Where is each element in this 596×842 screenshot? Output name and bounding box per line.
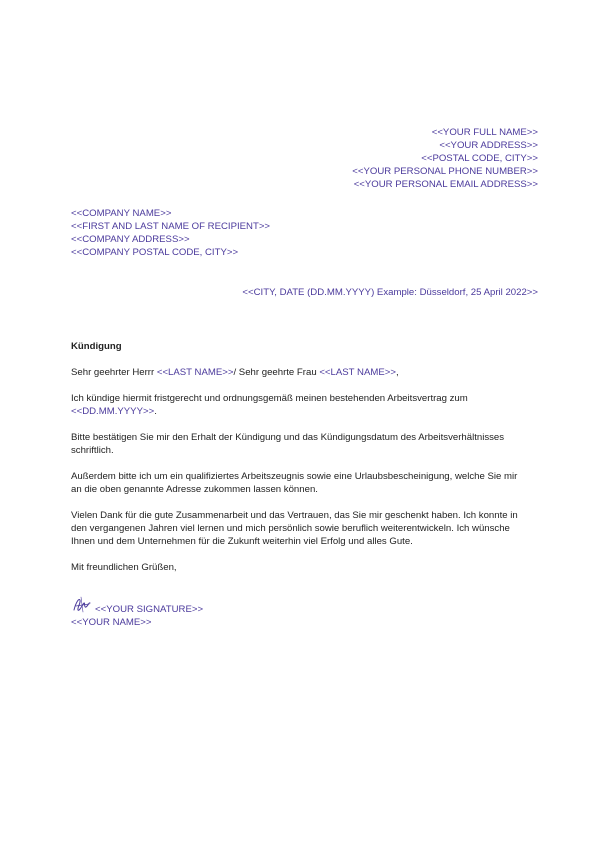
sender-email: <<YOUR PERSONAL EMAIL ADDRESS>> xyxy=(353,179,538,190)
subject-line: Kündigung xyxy=(71,341,122,352)
paragraph-thanks xyxy=(71,509,541,548)
sender-block xyxy=(352,126,538,191)
signer-name: <<YOUR NAME>> xyxy=(71,617,152,628)
date-line xyxy=(242,286,538,299)
paragraph-line: den vergangenen Jahren viel lernen und mich persönlich sowie beruflich weiterentwickeln. Ich wünsche xyxy=(71,523,510,534)
paragraph-line: schriftlich. xyxy=(71,445,114,456)
date-placeholder: <<CITY, DATE (DD.MM.YYYY) Example: Düsseldorf, 25 April 2022>> xyxy=(242,287,538,298)
termination-date-placeholder: <<DD.MM.YYYY>> xyxy=(71,406,155,417)
salutation-text-2: / Sehr geehrte Frau xyxy=(233,367,320,378)
recipient-address: <<COMPANY ADDRESS>> xyxy=(71,234,190,245)
salutation-lastname-2: <<LAST NAME>> xyxy=(319,367,396,378)
recipient-block xyxy=(71,207,270,259)
signature-icon xyxy=(71,594,93,616)
letter-body xyxy=(71,340,541,587)
salutation-lastname-1: <<LAST NAME>> xyxy=(156,367,234,378)
salutation-text-3: , xyxy=(395,367,399,378)
recipient-name: <<FIRST AND LAST NAME OF RECIPIENT>> xyxy=(71,221,271,232)
paragraph-line: Bitte bestätigen Sie mir den Erhalt der Kündigung und das Kündigungsdatum des Arbeitsverhältnisses xyxy=(71,432,505,443)
paragraph-confirmation xyxy=(71,431,541,457)
salutation xyxy=(71,366,541,379)
paragraph-line: Vielen Dank für die gute Zusammenarbeit und das Vertrauen, das Sie mir geschenkt haben. Ich konnte in xyxy=(71,510,518,521)
recipient-postal-city: <<COMPANY POSTAL CODE, CITY>> xyxy=(71,247,239,258)
sender-postal-city: <<POSTAL CODE, CITY>> xyxy=(421,153,538,164)
paragraph-period: . xyxy=(154,406,157,417)
paragraph-line: Ich kündige hiermit fristgerecht und ordnungsgemäß meinen bestehenden Arbeitsvertrag zum xyxy=(71,393,468,404)
paragraph-reference xyxy=(71,470,541,496)
paragraph-line: Ihnen und dem Unternehmen für die Zukunft weiterhin viel Erfolg und alles Gute. xyxy=(71,536,413,547)
closing: Mit freundlichen Grüßen, xyxy=(71,562,177,573)
paragraph-line: Außerdem bitte ich um ein qualifiziertes Arbeitszeugnis sowie eine Urlaubsbescheinigung, welche Sie mir xyxy=(71,471,518,482)
signature-block xyxy=(71,592,203,629)
sender-address: <<YOUR ADDRESS>> xyxy=(439,140,538,151)
paragraph-line: an die oben genannte Adresse zukommen lassen können. xyxy=(71,484,318,495)
sender-full-name: <<YOUR FULL NAME>> xyxy=(431,127,538,138)
paragraph-termination xyxy=(71,392,541,418)
sender-phone: <<YOUR PERSONAL PHONE NUMBER>> xyxy=(352,166,538,177)
signature-placeholder: <<YOUR SIGNATURE>> xyxy=(95,604,204,615)
recipient-company: <<COMPANY NAME>> xyxy=(71,208,172,219)
salutation-text-1: Sehr geehrter Herrr xyxy=(71,367,157,378)
